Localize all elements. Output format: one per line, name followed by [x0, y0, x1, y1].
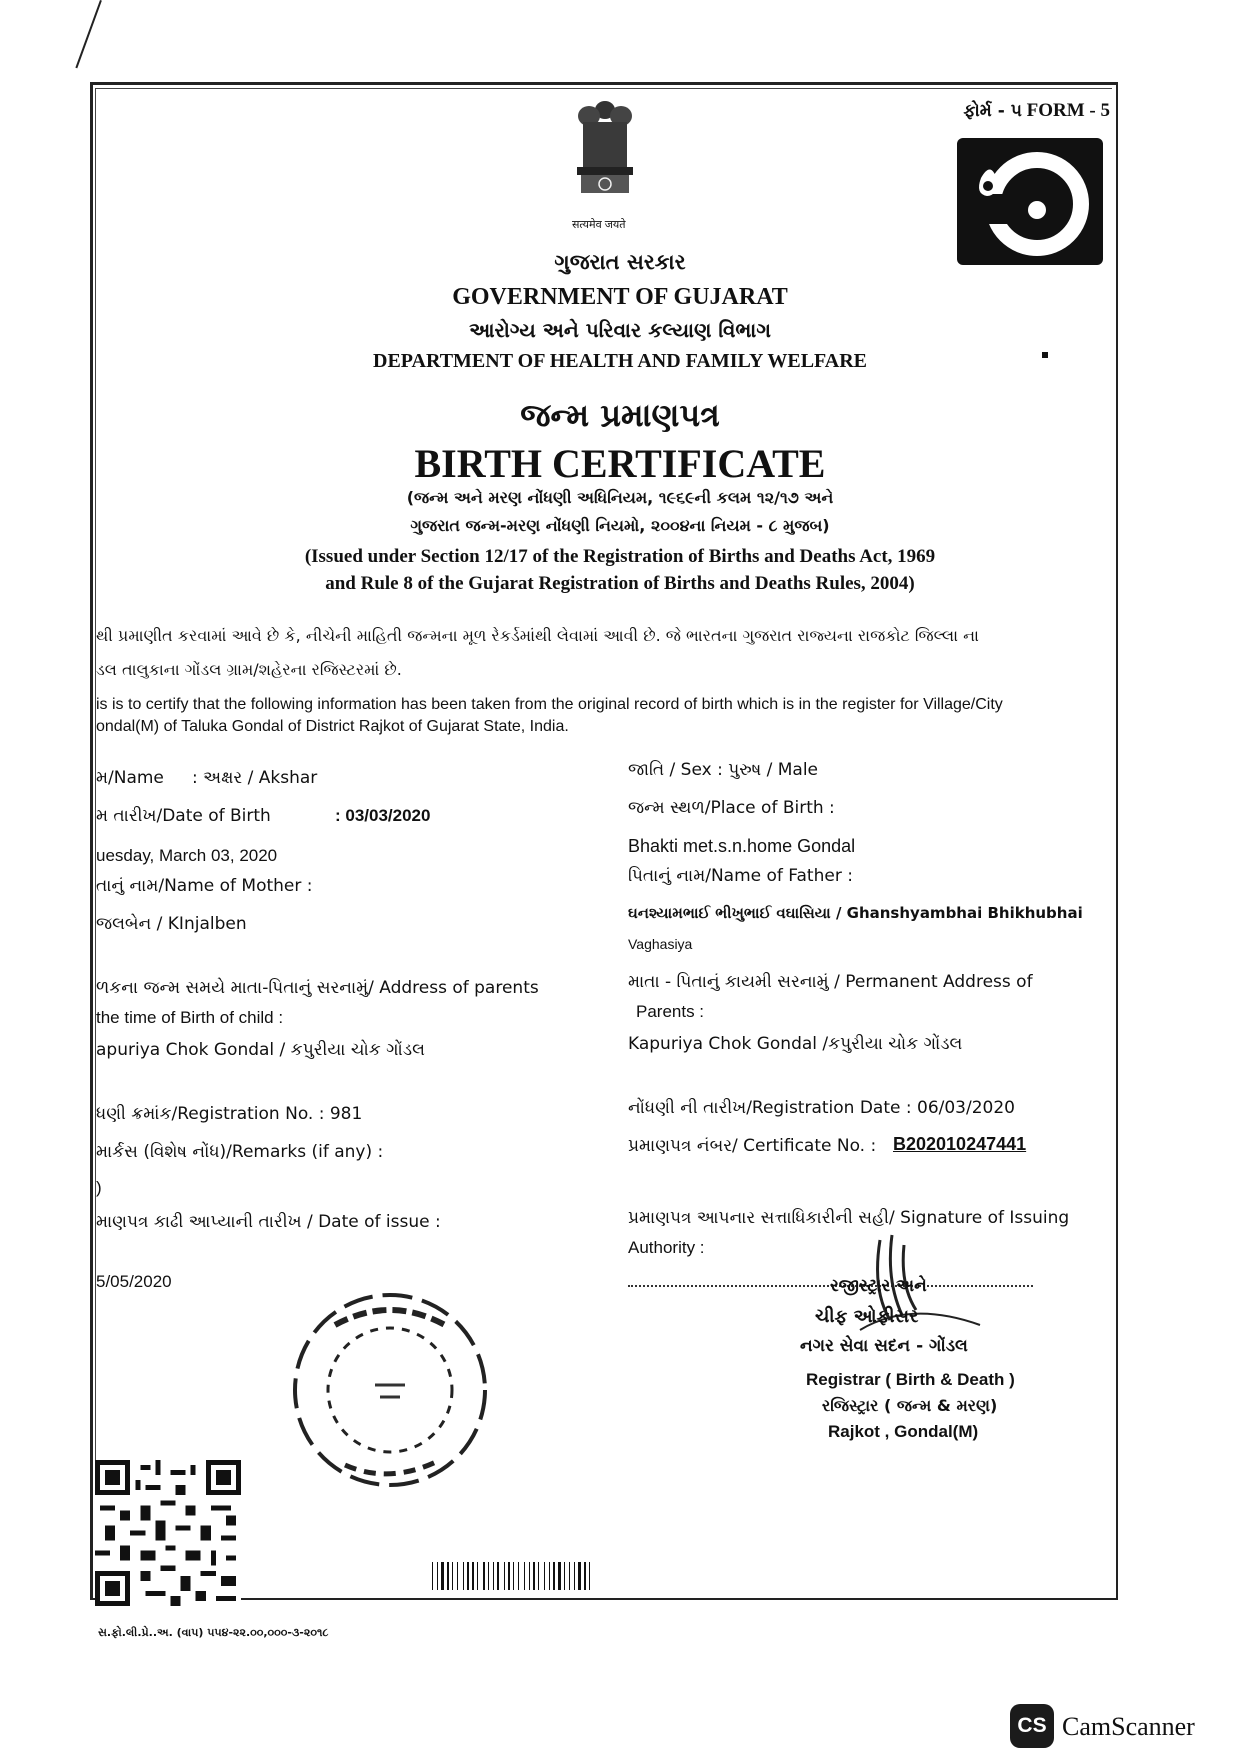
dob-label: મ તારીખ/Date of Birth [96, 806, 271, 826]
certify-english-line-1: is is to certify that the following information has been taken from the original record of birth which is in the register for Village/City [96, 696, 1003, 713]
signature-label-1: પ્રમાણપત્ર આપનાર સત્તાધિકારીની સહી/ Signature of Issuing [628, 1208, 1070, 1228]
official-stamp-line-3: નગર સેવા સદન - ગોંડલ [800, 1336, 968, 1356]
address-birth-label-1: ળકના જન્મ સમયે માતા-પિતાનું સરનામું/ Address of parents [96, 978, 539, 998]
child-name-label: મ/Name [96, 768, 164, 788]
permanent-address-value: Kapuriya Chok Gondal /કપુરીયા ચોક ગોંડલ [628, 1034, 963, 1054]
act-gujarati-line-1: (જન્મ અને મરણ નોંધણી અધિનિયમ, ૧૯૬૯ની કલમ ૧૨/૧૭ અને [406, 488, 834, 507]
title-english: BIRTH CERTIFICATE [414, 441, 826, 486]
official-stamp-line-1: રજીસ્ટ્રાર અને [830, 1276, 927, 1296]
national-emblem-icon [555, 92, 655, 222]
certify-gujarati-line-2: ડલ તાલુકાના ગોંડલ ગ્રામ/શહેરના રજિસ્ટરમાં છે. [96, 660, 402, 679]
camscanner-name: CamScanner [1062, 1712, 1195, 1741]
dob-value: : 03/03/2020 [335, 806, 431, 825]
signature-label-2: Authority : [628, 1238, 705, 1257]
official-stamp-line-2: ચીફ ઓફીસર [815, 1306, 919, 1327]
place-of-birth-label: જન્મ સ્થળ/Place of Birth : [628, 798, 835, 818]
certify-gujarati-line-1: થી પ્રમાણીત કરવામાં આવે છે કે, નીચેની માહિતી જન્મના મૂળ રેકર્ડમાંથી લેવામાં આવી છે. જે ભારતના ગુજરાત રાજ્યના રાજકોટ જિલ્લા ના [96, 626, 979, 645]
father-name-value-2: Vaghasiya [628, 936, 693, 952]
qr-code [95, 1460, 241, 1606]
speck [1042, 352, 1048, 358]
act-gujarati-line-2: ગુજરાત જન્મ-મરણ નોંધણી નિયમો, ૨૦૦૪ના નિયમ - ૮ મુજબ) [410, 516, 830, 535]
dept-name-gujarati: આરોગ્ય અને પરિવાર કલ્યાણ વિભાગ [469, 318, 771, 342]
address-birth-value: apuriya Chok Gondal / કપુરીયા ચોક ગોંડલ [96, 1040, 425, 1060]
act-english-line-2: and Rule 8 of the Gujarat Registration of Births and Deaths Rules, 2004) [325, 573, 915, 594]
print-code: સ.ફો.લી.પ્રે..અ. (વાપ) ૫૫૪-૨૨.૦૦,૦૦૦-૩-૨૦૧૮ [98, 1626, 329, 1639]
dept-name-english: DEPARTMENT OF HEALTH AND FAMILY WELFARE [373, 350, 867, 372]
permanent-address-label-1: માતા - પિતાનું કાયમી સરનામું / Permanent Address of [628, 972, 1033, 992]
remarks-value: ) [96, 1178, 102, 1197]
registration-date: નોંધણી ની તારીખ/Registration Date : 06/03/2020 [628, 1098, 1015, 1118]
barcode [432, 1562, 698, 1590]
child-name-value: : અક્ષર / Akshar [192, 768, 318, 788]
round-seal-stamp [275, 1275, 505, 1505]
certify-english-line-2: ondal(M) of Taluka Gondal of District Rajkot of Gujarat State, India. [96, 718, 569, 735]
mother-name-label: તાનું નામ/Name of Mother : [96, 876, 313, 896]
father-name-label: પિતાનું નામ/Name of Father : [628, 866, 853, 886]
emblem-motto: सत्यमेव जयते [572, 219, 626, 231]
place-of-birth-value: Bhakti met.s.n.home Gondal [628, 836, 856, 856]
registrar-place: Rajkot , Gondal(M) [828, 1422, 979, 1441]
health-dept-logo [957, 138, 1103, 265]
logo-symbol-icon [957, 138, 1103, 265]
mother-name-value: જલબેન / KInjalben [96, 914, 247, 934]
title-gujarati: જન્મ પ્રમાણપત્ર [520, 396, 720, 434]
remarks-label: માર્કસ (વિશેષ નોંધ)/Remarks (if any) : [96, 1142, 384, 1162]
issue-date-value: 5/05/2020 [96, 1272, 172, 1291]
permanent-address-label-2: Parents : [636, 1002, 705, 1021]
camscanner-logo: CS [1010, 1704, 1054, 1748]
registration-number: ધણી ક્રમાંક/Registration No. : 981 [96, 1104, 363, 1124]
sex-field: જાતિ / Sex : પુરુષ / Male [628, 760, 819, 780]
form-number: ફોર્મ - ૫ FORM - 5 [963, 100, 1110, 121]
certificate-number-label: પ્રમાણપત્ર નંબર/ Certificate No. : [628, 1136, 877, 1156]
scan-edge-line [75, 0, 102, 68]
govt-name-english: GOVERNMENT OF GUJARAT [452, 284, 788, 310]
address-birth-label-2: the time of Birth of child : [96, 1008, 284, 1027]
registrar-gujarati: રજિસ્ટ્રાર ( જન્મ & મરણ) [822, 1396, 998, 1415]
issue-date-label: માણપત્ર કાઢી આપ્યાની તારીખ / Date of issue : [96, 1212, 441, 1232]
act-english-line-1: (Issued under Section 12/17 of the Registration of Births and Deaths Act, 1969 [304, 546, 936, 567]
registrar-english: Registrar ( Birth & Death ) [806, 1370, 1015, 1389]
certificate-number-value: B202010247441 [893, 1134, 1027, 1154]
govt-name-gujarati: ગુજરાત સરકાર [554, 250, 686, 274]
father-name-value-1: ઘનશ્યામભાઈ ભીખુભાઈ વઘાસિયા / Ghanshyambhai Bhikhubhai [628, 904, 1083, 922]
dob-long-value: uesday, March 03, 2020 [96, 846, 278, 865]
